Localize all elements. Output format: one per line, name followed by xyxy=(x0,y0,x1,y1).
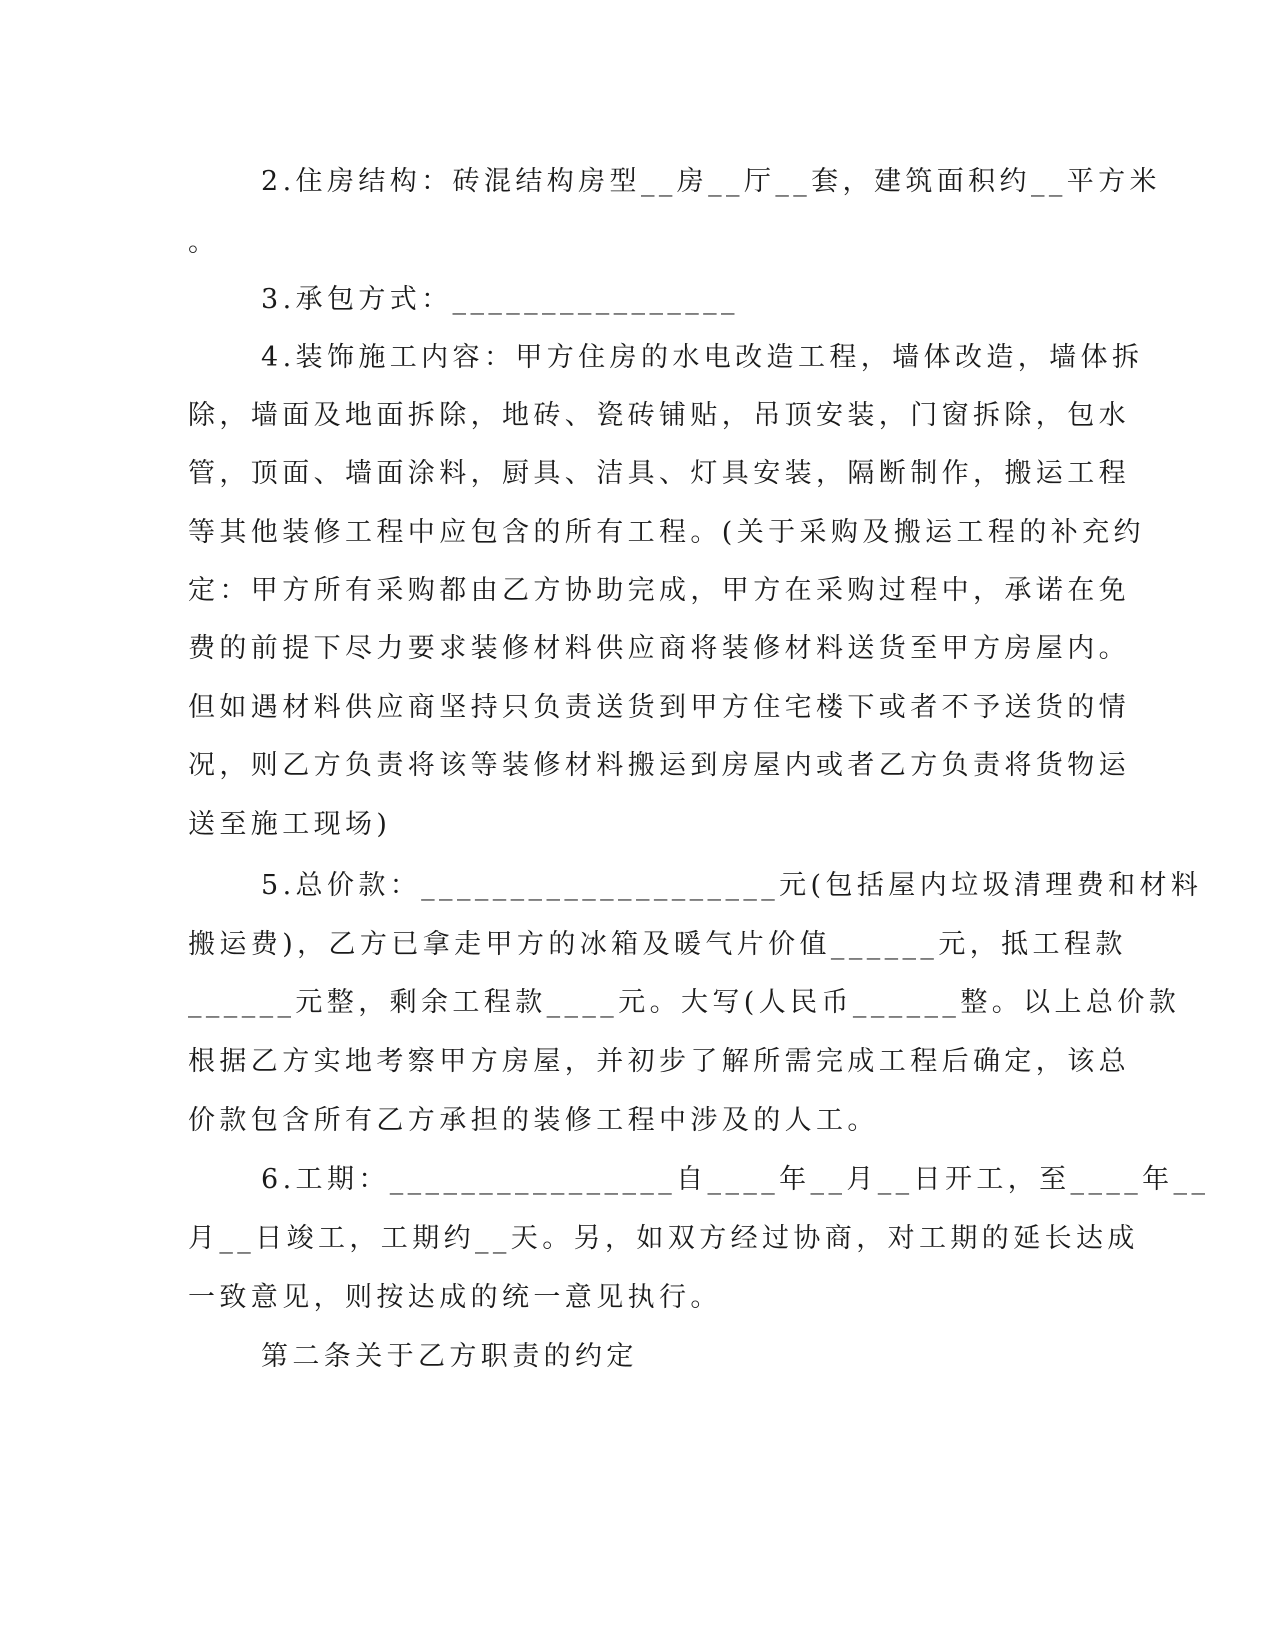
total-price-line: 根据乙方实地考察甲方房屋，并初步了解所需完成工程后确定，该总 xyxy=(188,1046,1130,1077)
construction-content-line: 费的前提下尽力要求装修材料供应商将装修材料送货至甲方房屋内。 xyxy=(188,633,1130,664)
total-price-line: 价款包含所有乙方承担的装修工程中涉及的人工。 xyxy=(188,1105,879,1136)
total-price-line: ______元整，剩余工程款____元。大写(人民币______整。以上总价款 xyxy=(188,987,1181,1018)
construction-content-line: 管，顶面、墙面涂料，厨具、洁具、灯具安装，隔断制作，搬运工程 xyxy=(188,458,1130,489)
section-heading: 第二条关于乙方职责的约定 xyxy=(261,1341,638,1372)
housing-structure-line-end: 。 xyxy=(188,227,220,258)
construction-content-line: 4.装饰施工内容：甲方住房的水电改造工程，墙体改造，墙体拆 xyxy=(261,342,1144,373)
construction-content-line: 除，墙面及地面拆除，地砖、瓷砖铺贴，吊顶安装，门窗拆除，包水 xyxy=(188,400,1130,431)
total-price-line: 搬运费)，乙方已拿走甲方的冰箱及暖气片价值______元，抵工程款 xyxy=(188,929,1127,960)
schedule-line: 月__日竣工，工期约__天。另，如双方经过协商，对工期的延长达成 xyxy=(188,1223,1139,1254)
construction-content-line: 定：甲方所有采购都由乙方协助完成，甲方在采购过程中，承诺在免 xyxy=(188,575,1130,606)
schedule-line: 6.工期：________________自____年__月__日开工，至____年__ xyxy=(261,1164,1210,1195)
total-price-line: 5.总价款：____________________元(包括屋内垃圾清理费和材料 xyxy=(261,870,1203,901)
construction-content-line: 送至施工现场) xyxy=(188,809,392,840)
schedule-line: 一致意见，则按达成的统一意见执行。 xyxy=(188,1282,722,1313)
construction-content-line: 等其他装修工程中应包含的所有工程。(关于采购及搬运工程的补充约 xyxy=(188,517,1145,548)
construction-content-line: 但如遇材料供应商坚持只负责送货到甲方住宅楼下或者不予送货的情 xyxy=(188,692,1130,723)
contract-method-line: 3.承包方式：________________ xyxy=(261,284,739,315)
construction-content-line: 况，则乙方负责将该等装修材料搬运到房屋内或者乙方负责将货物运 xyxy=(188,750,1130,781)
housing-structure-line: 2.住房结构：砖混结构房型__房__厅__套，建筑面积约__平方米 xyxy=(261,166,1161,197)
